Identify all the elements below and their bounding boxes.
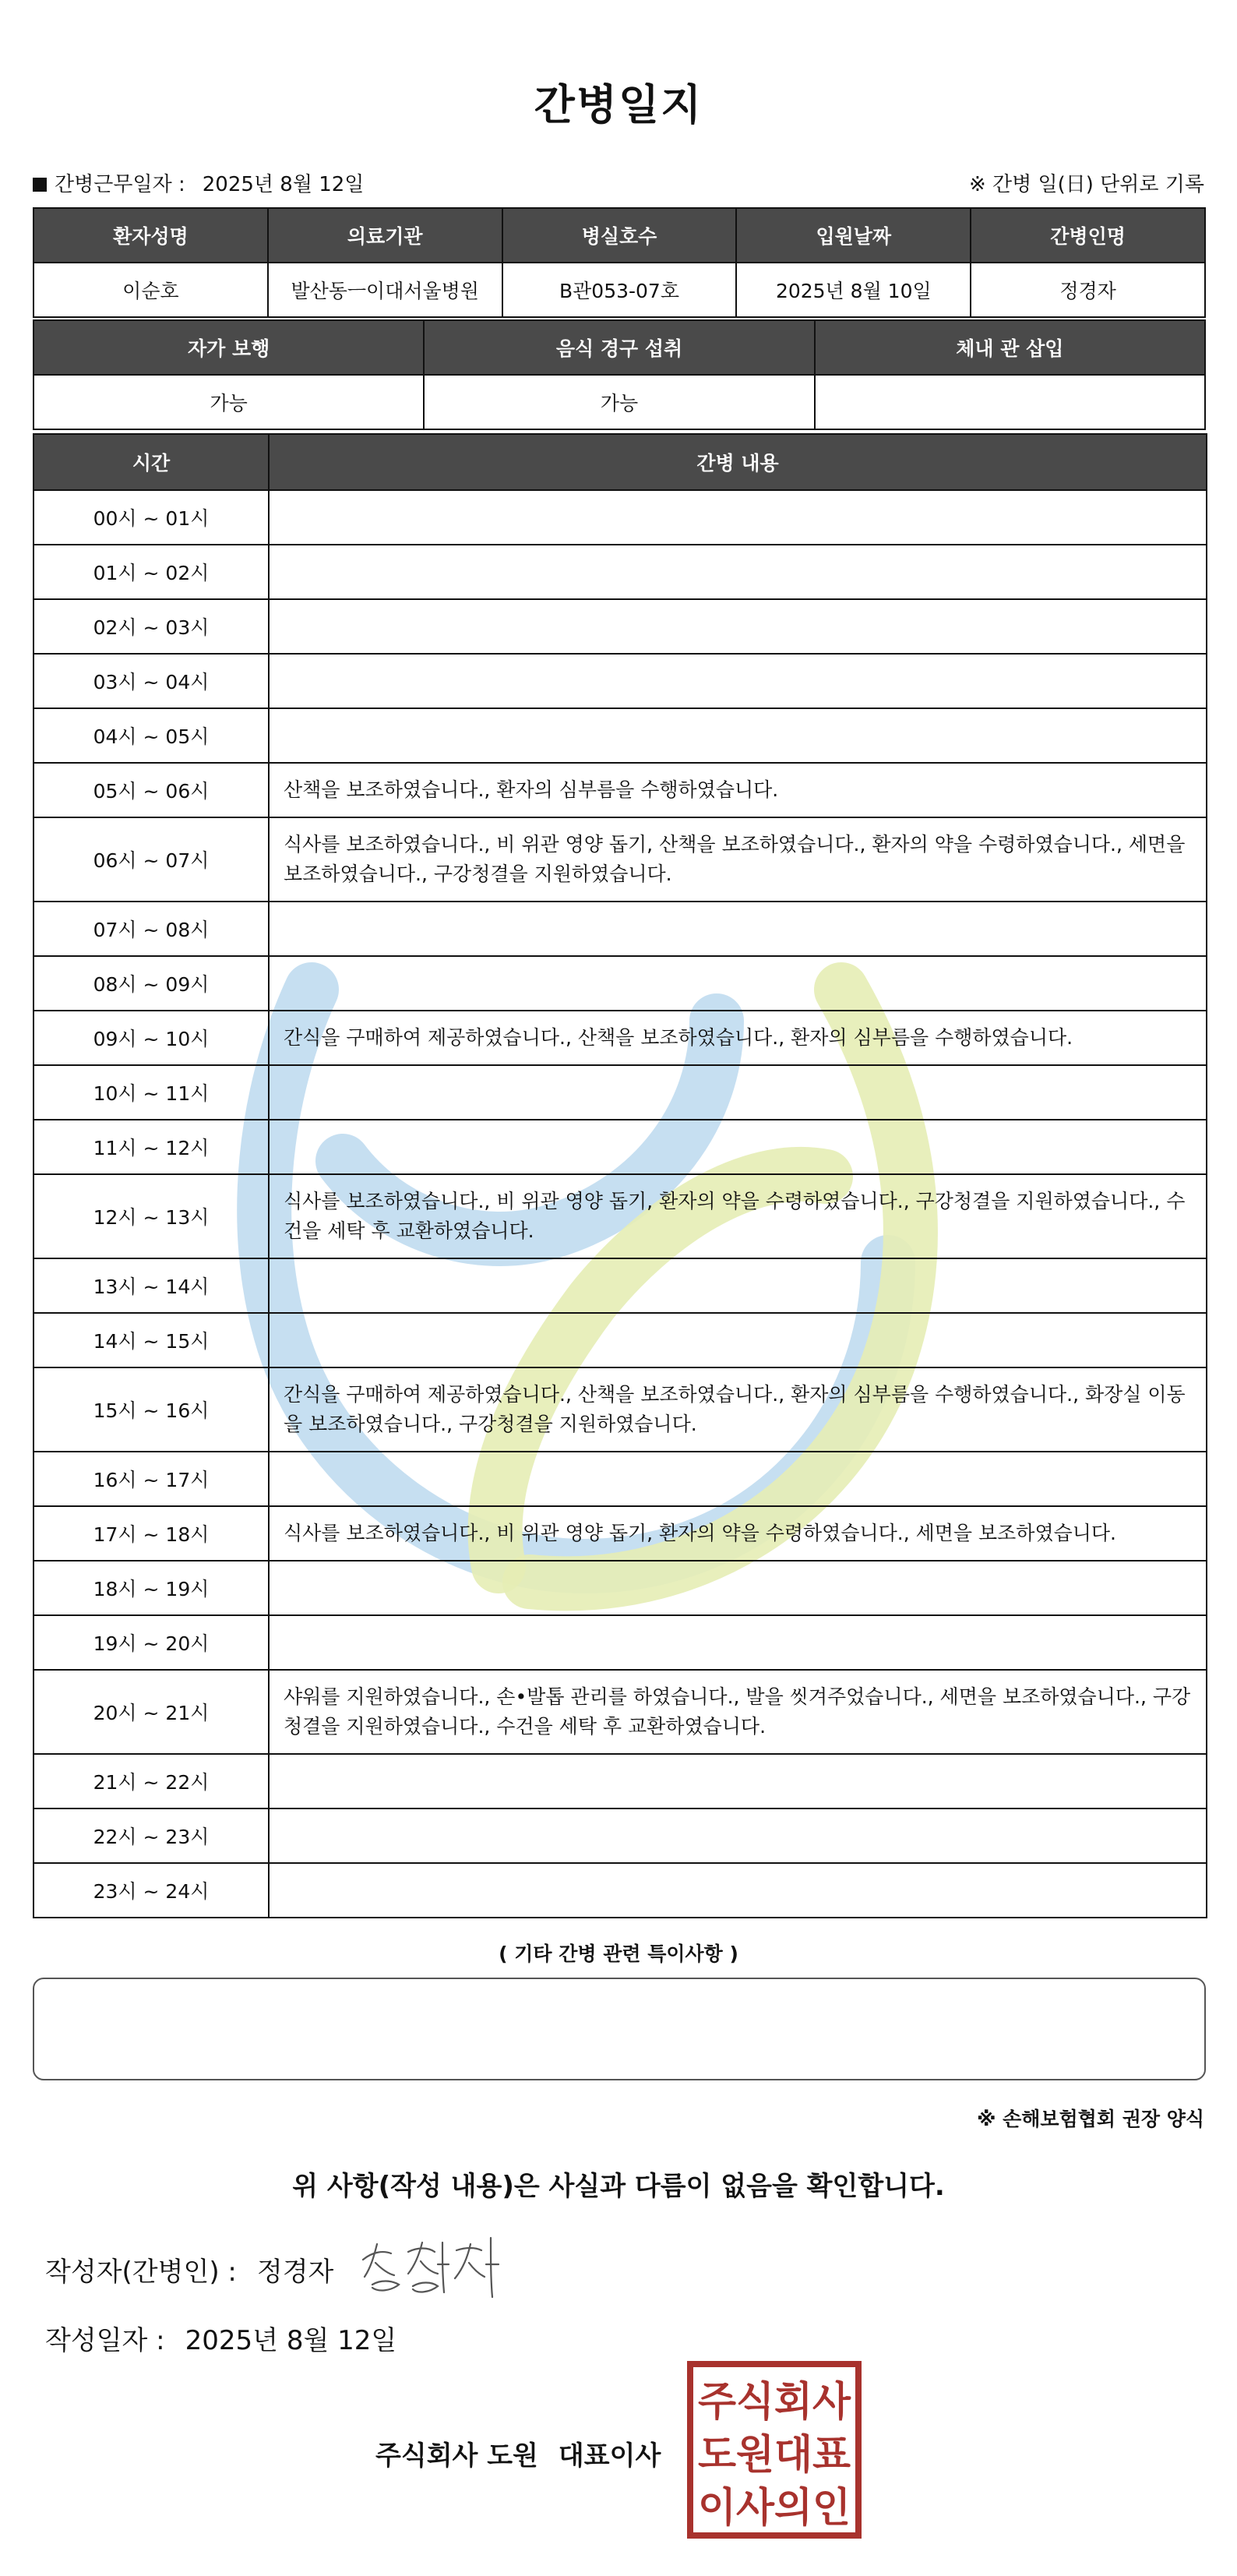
care-log-time: 10시 ~ 11시 <box>33 1065 269 1120</box>
care-log-row <box>33 817 1207 902</box>
company-name: 주식회사 도원 <box>375 2440 538 2472</box>
care-log-row <box>33 708 1207 763</box>
care-log-row <box>33 1065 1207 1120</box>
care-log-time: 17시 ~ 18시 <box>33 1506 269 1561</box>
svg-text:이사의인: 이사의인 <box>698 2485 851 2532</box>
header-caregiver-name: 간병인명 <box>971 208 1205 263</box>
care-log-content: 산책을 보조하였습니다., 환자의 심부름을 수행하였습니다. <box>269 763 1207 817</box>
care-log-time: 21시 ~ 22시 <box>33 1754 269 1808</box>
care-log-time: 11시 ~ 12시 <box>33 1120 269 1174</box>
care-log-content: 식사를 보조하였습니다., 비 위관 영양 돕기, 산책을 보조하였습니다., 환자의 약을 수령하였습니다., 세면을 보조하였습니다., 구강청결을 지원하였습니다. <box>269 817 1207 902</box>
company-title: 대표이사 <box>558 2440 661 2472</box>
work-date-label: 간병근무일자 : <box>55 173 185 196</box>
care-log-content <box>269 1561 1207 1615</box>
care-log-content <box>269 654 1207 708</box>
unit-note: ※ 간병 일(日) 단위로 기록 <box>968 173 1204 196</box>
care-log-time: 00시 ~ 01시 <box>33 490 269 545</box>
care-log-time: 16시 ~ 17시 <box>33 1452 269 1506</box>
care-log-time: 22시 ~ 23시 <box>33 1808 269 1863</box>
written-date-value: 2025년 8월 12일 <box>185 2325 397 2356</box>
care-log-header-row <box>33 434 1207 490</box>
care-log-row <box>33 599 1207 654</box>
care-log-content <box>269 1863 1207 1918</box>
care-log-content <box>269 599 1207 654</box>
header-tube-insertion: 체내 관 삽입 <box>815 320 1205 375</box>
care-log-content <box>269 902 1207 956</box>
written-date-line <box>45 2319 396 2357</box>
value-caregiver-name: 정경자 <box>971 263 1205 317</box>
care-log-row <box>33 1506 1207 1561</box>
square-bullet-icon <box>33 178 47 192</box>
care-log-time: 13시 ~ 14시 <box>33 1258 269 1313</box>
care-log-row <box>33 654 1207 708</box>
header-time: 시간 <box>33 434 269 490</box>
care-log-row <box>33 1258 1207 1313</box>
care-log-time: 06시 ~ 07시 <box>33 817 269 902</box>
notes-title: ( 기타 간병 관련 특이사항 ) <box>499 1943 738 1965</box>
care-log-time: 14시 ~ 15시 <box>33 1313 269 1367</box>
care-log-content: 간식을 구매하여 제공하였습니다., 산책을 보조하였습니다., 환자의 심부름을 수행하였습니다. <box>269 1011 1207 1065</box>
form-note: ※ 손해보험협회 권장 양식 <box>977 2108 1204 2130</box>
care-log-time: 04시 ~ 05시 <box>33 708 269 763</box>
care-log-table <box>33 433 1207 1918</box>
care-log-time: 15시 ~ 16시 <box>33 1367 269 1452</box>
care-log-content <box>269 1452 1207 1506</box>
care-log-row <box>33 1561 1207 1615</box>
value-walking: 가능 <box>33 375 424 429</box>
svg-text:주식회사: 주식회사 <box>698 2379 851 2426</box>
care-log-time: 20시 ~ 21시 <box>33 1670 269 1754</box>
header-oral-intake: 음식 경구 섭취 <box>424 320 814 375</box>
company-line <box>375 2434 661 2472</box>
care-log-content <box>269 490 1207 545</box>
patient-status-table <box>33 319 1206 430</box>
care-log-content: 식사를 보조하였습니다., 비 위관 영양 돕기, 환자의 약을 수령하였습니다., 구강청결을 지원하였습니다., 수건을 세탁 후 교환하였습니다. <box>269 1174 1207 1258</box>
care-log-content <box>269 1258 1207 1313</box>
care-log-time: 08시 ~ 09시 <box>33 956 269 1011</box>
header-room: 병실호수 <box>502 208 737 263</box>
care-log-content <box>269 545 1207 599</box>
confirmation-statement: 위 사항(작성 내용)은 사실과 다름이 없음을 확인합니다. <box>292 2171 945 2202</box>
care-log-content <box>269 1808 1207 1863</box>
care-log-time: 18시 ~ 19시 <box>33 1561 269 1615</box>
care-log-row <box>33 1120 1207 1174</box>
value-tube-insertion <box>815 375 1205 429</box>
page-title: 간병일지 <box>534 80 703 129</box>
writer-name: 정경자 <box>256 2257 334 2288</box>
care-log-row <box>33 1808 1207 1863</box>
patient-status-value-row <box>33 375 1205 429</box>
care-log-content <box>269 1615 1207 1670</box>
care-log-row <box>33 956 1207 1011</box>
work-date-value: 2025년 8월 12일 <box>202 173 365 196</box>
care-log-time: 05시 ~ 06시 <box>33 763 269 817</box>
care-log-row <box>33 1670 1207 1754</box>
value-admission-date: 2025년 8월 10일 <box>736 263 971 317</box>
care-log-content: 샤워를 지원하였습니다., 손•발톱 관리를 하였습니다., 발을 씻겨주었습니다., 세면을 보조하였습니다., 구강청결을 지원하였습니다., 수건을 세탁 후 교환하였습니다. <box>269 1670 1207 1754</box>
care-log-time: 01시 ~ 02시 <box>33 545 269 599</box>
care-log-content: 간식을 구매하여 제공하였습니다., 산책을 보조하였습니다., 환자의 심부름을 수행하였습니다., 화장실 이동을 보조하였습니다., 구강청결을 지원하였습니다. <box>269 1367 1207 1452</box>
care-log-row <box>33 1754 1207 1808</box>
value-oral-intake: 가능 <box>424 375 814 429</box>
header-walking: 자가 보행 <box>33 320 424 375</box>
care-log-row <box>33 1011 1207 1065</box>
care-log-content <box>269 1065 1207 1120</box>
care-log-row <box>33 1313 1207 1367</box>
header-admission-date: 입원날짜 <box>736 208 971 263</box>
written-date-label: 작성일자 : <box>45 2325 165 2356</box>
patient-info-header-row <box>33 208 1205 263</box>
care-log-time: 07시 ~ 08시 <box>33 902 269 956</box>
company-seal-stamp <box>687 2361 862 2539</box>
care-log-row <box>33 1367 1207 1452</box>
care-log-time: 19시 ~ 20시 <box>33 1615 269 1670</box>
patient-info-table <box>33 207 1206 318</box>
care-log-row <box>33 902 1207 956</box>
work-date <box>33 168 364 197</box>
care-log-content <box>269 1754 1207 1808</box>
notes-box <box>33 1978 1206 2080</box>
care-log-row <box>33 1615 1207 1670</box>
care-log-row <box>33 763 1207 817</box>
value-hospital: 발산동ㅡ이대서울병원 <box>268 263 502 317</box>
care-log-time: 03시 ~ 04시 <box>33 654 269 708</box>
care-log-row <box>33 545 1207 599</box>
handwritten-signature <box>357 2228 505 2299</box>
care-log-content <box>269 1120 1207 1174</box>
care-log-time: 12시 ~ 13시 <box>33 1174 269 1258</box>
care-log-time: 23시 ~ 24시 <box>33 1863 269 1918</box>
care-log-time: 02시 ~ 03시 <box>33 599 269 654</box>
value-patient-name: 이순호 <box>33 263 268 317</box>
care-log-row <box>33 1174 1207 1258</box>
patient-status-header-row <box>33 320 1205 375</box>
care-log-content <box>269 1313 1207 1367</box>
header-hospital: 의료기관 <box>268 208 502 263</box>
care-log-row <box>33 1863 1207 1918</box>
care-log-time: 09시 ~ 10시 <box>33 1011 269 1065</box>
svg-text:도원대표: 도원대표 <box>698 2432 851 2479</box>
care-log-content <box>269 708 1207 763</box>
header-patient-name: 환자성명 <box>33 208 268 263</box>
value-room: B관053-07호 <box>502 263 737 317</box>
care-log-row <box>33 490 1207 545</box>
care-log-row <box>33 1452 1207 1506</box>
care-log-content: 식사를 보조하였습니다., 비 위관 영양 돕기, 환자의 약을 수령하였습니다., 세면을 보조하였습니다. <box>269 1506 1207 1561</box>
patient-info-value-row <box>33 263 1205 317</box>
care-log-content <box>269 956 1207 1011</box>
writer-line <box>45 2250 333 2288</box>
header-care-content: 간병 내용 <box>269 434 1207 490</box>
care-log-body <box>33 490 1207 1918</box>
writer-label: 작성자(간병인) : <box>45 2257 237 2288</box>
